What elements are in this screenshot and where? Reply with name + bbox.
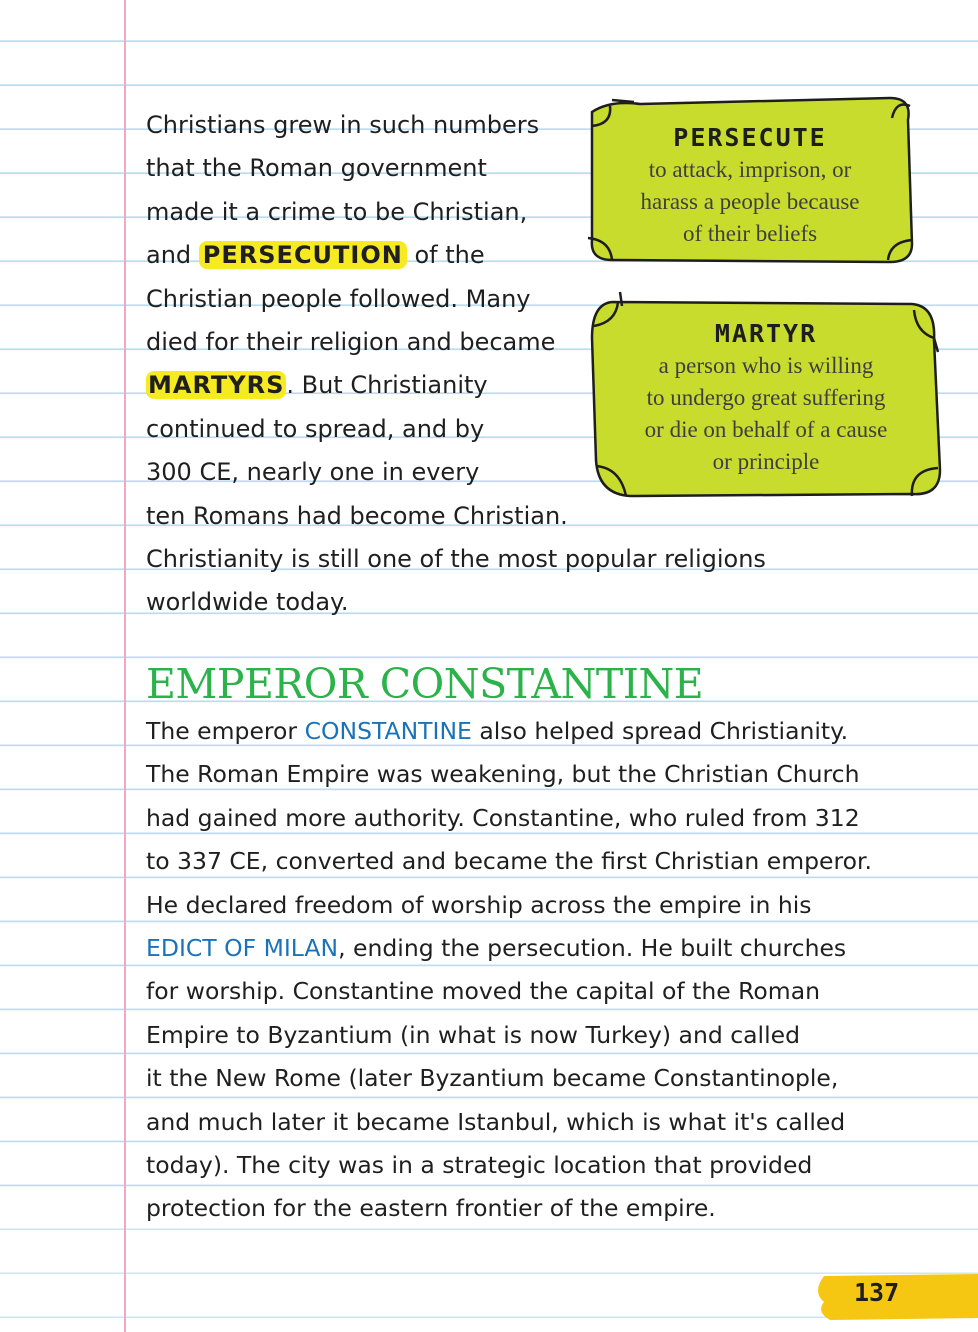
section-text: The emperor [146, 717, 298, 745]
section-line: had gained more authority. Constantine, who ruled from 312 [146, 803, 860, 832]
intro-text: and [146, 241, 192, 270]
definition-line: a person who is willing [658, 353, 874, 378]
page-number: 137 [854, 1278, 900, 1307]
section-line [146, 710, 872, 753]
section-line: for worship. Constantine moved the capital of the Roman [146, 977, 820, 1006]
term-edict-of-milan: EDICT OF MILAN [146, 933, 339, 962]
highlight-martyrs: MARTYRS [148, 371, 285, 400]
section-line: it the New Rome (later Byzantium became Constantinople, [146, 1064, 839, 1093]
intro-line: Christian people followed. Many [146, 284, 531, 313]
intro-line: Christianity is still one of the most popular religions [146, 544, 766, 573]
section-line: Empire to Byzantium (in what is now Turkey) and called [146, 1020, 800, 1049]
section-line: to 337 CE, converted and became the first Christian emperor. [146, 847, 872, 876]
section-paragraph [146, 710, 872, 1231]
definition-line: or principle [712, 449, 820, 474]
intro-line: Christians grew in such numbers [146, 111, 540, 139]
intro-text: of the [414, 241, 485, 270]
section-line [146, 927, 872, 970]
section-line: The Roman Empire was weakening, but the Christian Church [146, 760, 860, 789]
definition-persecute [598, 122, 902, 250]
intro-text: . But Christianity [286, 371, 488, 400]
term-constantine: CONSTANTINE [304, 717, 472, 745]
definition-term: MARTYR [714, 319, 818, 348]
intro-line: 300 CE, nearly one in every [146, 458, 480, 487]
page-number-tab [810, 1272, 978, 1320]
intro-line: made it a crime to be Christian, [146, 197, 528, 226]
intro-line: died for their religion and became [146, 327, 556, 356]
section-line: He declared freedom of worship across the empire in his [146, 890, 812, 919]
definition-martyr [612, 318, 920, 478]
section-line: today). The city was in a strategic location that provided [146, 1150, 813, 1179]
highlight-persecution: PERSECUTION [199, 241, 407, 269]
section-title: EMPEROR CONSTANTINE [146, 660, 704, 708]
intro-line: that the Roman government [146, 154, 487, 183]
definition-line: to attack, imprison, or [648, 157, 852, 182]
section-line: and much later it became Istanbul, which is what it's called [146, 1107, 846, 1136]
section-text: also helped spread Christianity. [479, 717, 849, 745]
definition-line: harass a people because [640, 189, 860, 214]
intro-line: worldwide today. [146, 588, 349, 617]
section-text: , ending the persecution. He built churches [338, 933, 847, 962]
intro-line: continued to spread, and by [146, 414, 485, 443]
intro-line: ten Romans had become Christian. [146, 501, 568, 530]
definition-line: of their beliefs [682, 221, 818, 246]
definition-term: PERSECUTE [673, 123, 827, 152]
definition-line: or die on behalf of a cause [644, 417, 888, 442]
section-line: protection for the eastern frontier of the empire. [146, 1194, 716, 1223]
definition-line: to undergo great suffering [646, 385, 886, 410]
